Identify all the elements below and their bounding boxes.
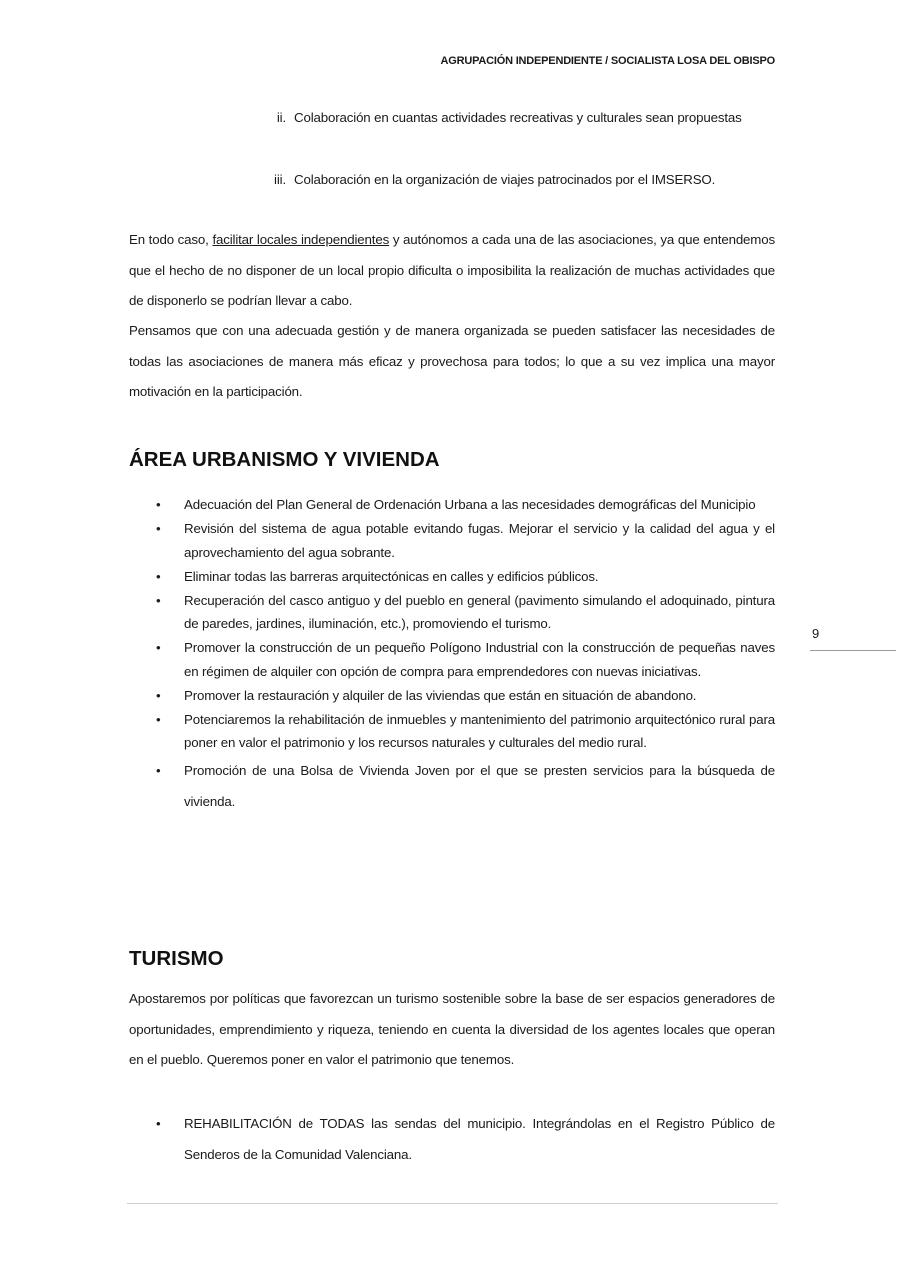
list-item xyxy=(156,708,775,755)
item-text: Adecuación del Plan General de Ordenación Urbana a las necesidades demográficas del Municipio xyxy=(184,497,756,512)
item-text: Eliminar todas las barreras arquitectónicas en calles y edificios públicos. xyxy=(184,568,599,584)
page-number-divider xyxy=(810,650,896,651)
roman-label: iii. xyxy=(274,172,286,187)
bullet-icon: • xyxy=(156,711,161,727)
list-item xyxy=(156,565,775,589)
text: En todo caso, xyxy=(129,232,213,247)
roman-list-item xyxy=(276,102,775,133)
roman-text: Colaboración en la organización de viajes patrocinados por el IMSERSO. xyxy=(294,172,716,187)
list-item xyxy=(156,1108,775,1170)
paragraph-turismo: Apostaremos por políticas que favorezcan un turismo sostenible sobre la base de ser espacios generadores de oportunidades, emprendimiento y riqueza, teniendo en cuenta la diversidad de los agentes locales que operan en el pueblo. Queremos poner en valor el patrimonio que tenemos. xyxy=(129,991,775,1068)
paragraph-gestion: Pensamos que con una adecuada gestión y de manera organizada se pueden satisfacer las necesidades de todas las asociaciones de manera más eficaz y provechosa para todos; lo que a su vez implica una mayor motivación en la participación. xyxy=(129,323,775,400)
bullet-icon: • xyxy=(156,1116,161,1131)
footer-divider xyxy=(127,1203,778,1204)
item-text: Promover la restauración y alquiler de las viviendas que están en situación de abandono. xyxy=(184,687,697,703)
list-item xyxy=(156,684,775,708)
text: y autónomos a cada una de las asociaciones, ya que entendemos que el hecho de no disponer de un local propio dificulta o imposibilita la realización de muchas actividades que de disponerlo se podrían llevar a cabo. xyxy=(129,232,775,309)
list-item xyxy=(156,636,775,683)
bullet-icon: • xyxy=(156,687,161,703)
list-item xyxy=(156,755,775,817)
page-number: 9 xyxy=(812,626,820,641)
bullet-icon: • xyxy=(156,592,161,608)
roman-text: Colaboración en cuantas actividades recreativas y culturales sean propuestas xyxy=(294,110,742,125)
item-text: Recuperación del casco antiguo y del pueblo en general (pavimento simulando el adoquinado, pintura de paredes, jardines, iluminación, etc.), promoviendo el turismo. xyxy=(184,592,775,631)
item-text: Revisión del sistema de agua potable evitando fugas. Mejorar el servicio y la calidad del agua y el aprovechamiento del agua sobrante. xyxy=(184,521,775,560)
bullet-icon: • xyxy=(156,568,161,584)
bullet-icon: • xyxy=(156,763,161,778)
running-header: AGRUPACIÓN INDEPENDIENTE / SOCIALISTA LOSA DEL OBISPO xyxy=(440,55,775,67)
item-text: Promover la construcción de un pequeño Polígono Industrial con la construcción de pequeñas naves en régimen de alquiler con opción de compra para emprendedores con nuevas iniciativas. xyxy=(184,640,775,679)
roman-list-item xyxy=(274,164,775,195)
list-item xyxy=(156,493,775,517)
roman-label: ii. xyxy=(276,110,286,125)
paragraph-locales xyxy=(129,225,775,317)
underlined-text: facilitar locales independientes xyxy=(212,232,390,247)
urbanismo-list xyxy=(156,493,775,818)
item-text: Promoción de una Bolsa de Vivienda Joven por el que se presten servicios para la búsqueda de vivienda. xyxy=(184,763,775,809)
bullet-icon: • xyxy=(156,640,161,655)
bullet-icon: • xyxy=(156,521,161,536)
section-heading-turismo: TURISMO xyxy=(129,947,224,970)
list-item xyxy=(156,589,775,636)
item-text: Potenciaremos la rehabilitación de inmuebles y mantenimiento del patrimonio arquitectónico rural para poner en valor el patrimonio y los recursos naturales y culturales del medio rural. xyxy=(184,711,775,750)
turismo-list xyxy=(156,1108,775,1171)
section-heading-urbanismo: ÁREA URBANISMO Y VIVIENDA xyxy=(129,448,440,471)
item-text: REHABILITACIÓN de TODAS las sendas del municipio. Integrándolas en el Registro Público de Senderos de la Comunidad Valenciana. xyxy=(184,1116,775,1162)
bullet-icon: • xyxy=(156,497,161,512)
list-item xyxy=(156,517,775,564)
